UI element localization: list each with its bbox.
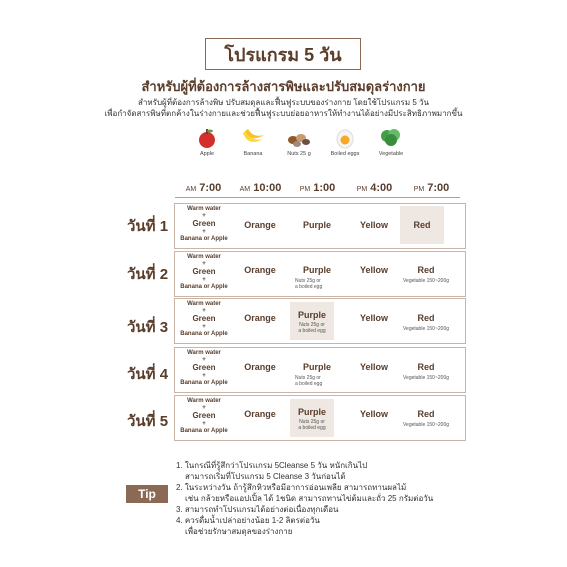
food-label: Nuts 25 g (287, 151, 311, 157)
egg-icon (332, 127, 358, 149)
food-banana (236, 127, 270, 157)
tip-line: 3. สามารถทำโปรแกรมได้อย่างต่อเนื่องทุกเดือน (176, 505, 339, 514)
intro-text (60, 97, 507, 119)
food-vegetable (374, 127, 408, 157)
cell-red: Red Vegetable 150~200g (402, 409, 450, 428)
cell-yellow: Yellow (359, 409, 388, 419)
time-col-1: AM 7:00 (175, 182, 232, 198)
tip-line: สามารถเริ่มที่โปรแกรม 5 Cleanse 3 วันก่อนได้ (185, 472, 346, 481)
food-label: Vegetable (378, 151, 404, 157)
food-apple (190, 127, 224, 157)
apple-icon (194, 127, 220, 149)
cell-purple: Purple Nuts 25g or a boiled egg (295, 362, 331, 387)
cell-warm-green: Warm water + Green + Banana or Apple (180, 206, 228, 242)
intro-line-1: สำหรับผู้ที่ต้องการล้างพิษ ปรับสมดุลและฟื้นฟูระบบของร่างกาย โดยใช้โปรแกรม 5 วัน (138, 98, 429, 107)
cell-orange: Orange (244, 313, 276, 323)
cell-orange: Orange (244, 220, 276, 230)
cell-yellow: Yellow (359, 313, 388, 323)
cell-purple: Purple Nuts 25g or a boiled egg (297, 407, 326, 431)
day-label: วันที่ 1 (127, 218, 169, 235)
cell-red: Red Vegetable 150~200g (402, 362, 450, 381)
tip-badge: Tip (126, 485, 168, 503)
vegetable-icon (378, 127, 404, 149)
cell-purple: Purple Nuts 25g or a boiled egg (297, 310, 326, 334)
cell-warm-green: Warm water + Green + Banana or Apple (180, 398, 228, 434)
cell-warm-green: Warm water + Green + Banana or Apple (180, 254, 228, 290)
food-egg (328, 127, 362, 157)
food-label: Banana (243, 151, 263, 157)
food-label: Boiled eggs (330, 151, 360, 157)
time-header (175, 182, 460, 198)
intro-line-2: เพื่อกำจัดสารพิษที่ตกค้างในร่างกายและช่วยฟื้นฟูระบบย่อยอาหารให้ทำงานได้อย่างมีประสิทธิภาพมากขึ้น (104, 109, 463, 118)
day-label: วันที่ 4 (127, 366, 169, 383)
page-title: โปรแกรม 5 วัน (205, 38, 361, 70)
time-col-3: PM 1:00 (289, 182, 346, 198)
tip-line: 1. ในกรณีที่รู้สึกว่าโปรแกรม 5Cleanse 5 วัน หนักเกินไป (176, 461, 368, 470)
cell-red: Red Vegetable 150~200g (402, 313, 450, 332)
tip-line: 2. ในระหว่างวัน ถ้ารู้สึกหิวหรือมีอาการอ่อนเพลีย สามารถทานผลไม้ (176, 483, 407, 492)
tip-line: 4. ควรดื่มน้ำเปล่าอย่างน้อย 1-2 ลิตรต่อวัน (176, 516, 320, 525)
cell-yellow: Yellow (359, 362, 388, 372)
food-nuts (282, 127, 316, 157)
food-label: Apple (199, 151, 215, 157)
cell-yellow: Yellow (359, 265, 388, 275)
day-label: วันที่ 2 (127, 266, 169, 283)
time-col-4: PM 4:00 (346, 182, 403, 198)
day-label: วันที่ 3 (127, 319, 169, 336)
cell-red: Red (413, 220, 431, 230)
banana-icon (240, 127, 266, 149)
time-col-5: PM 7:00 (403, 182, 460, 198)
cell-orange: Orange (244, 409, 276, 419)
cell-orange: Orange (244, 362, 276, 372)
cell-yellow: Yellow (359, 220, 388, 230)
time-col-2: AM 10:00 (232, 182, 289, 198)
subtitle: สำหรับผู้ที่ต้องการล้างสารพิษและปรับสมดุลร่างกาย (141, 79, 426, 94)
tip-line: เช่น กล้วยหรือแอปเปิ้ล ได้ 1ชนิด สามารถทานไข่ต้มและถั่ว 25 กรัมต่อวัน (185, 494, 434, 503)
cell-orange: Orange (244, 265, 276, 275)
cell-red: Red Vegetable 150~200g (402, 265, 450, 284)
tip-line: เพื่อช่วยรักษาสมดุลของร่างกาย (185, 527, 293, 536)
cell-warm-green: Warm water + Green + Banana or Apple (180, 350, 228, 386)
food-legend (190, 127, 408, 157)
day-label: วันที่ 5 (127, 413, 169, 430)
cell-purple: Purple (302, 220, 331, 230)
tips-list (176, 461, 466, 538)
nuts-icon (286, 127, 312, 149)
cell-purple: Purple Nuts 25g or a boiled egg (295, 265, 331, 290)
cell-warm-green: Warm water + Green + Banana or Apple (180, 301, 228, 337)
